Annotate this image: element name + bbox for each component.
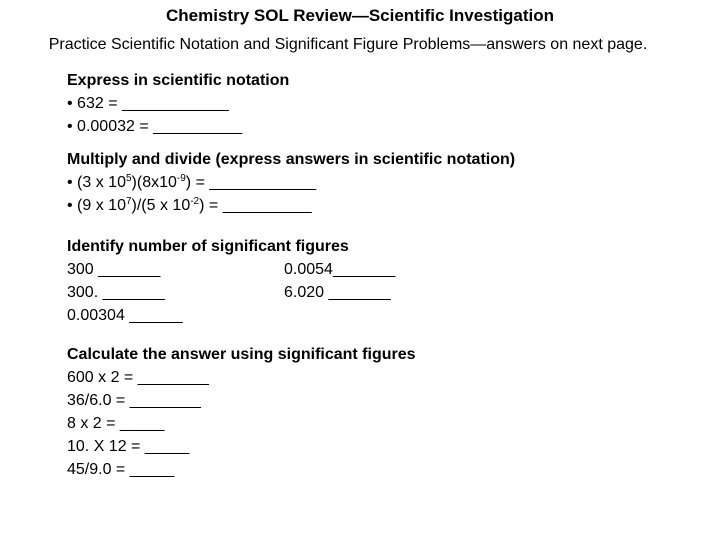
section-multiply-divide (67, 148, 515, 217)
problem-item: 300. _______ (67, 284, 165, 301)
page-subtitle: Practice Scientific Notation and Significant Figure Problems—answers on next page. (48, 36, 648, 53)
problem-item: 0.00304 ______ (67, 307, 183, 324)
problem-row (67, 258, 395, 281)
problem-item (67, 171, 515, 194)
problem-item: 0.0054_______ (284, 261, 396, 278)
section-scientific-notation (67, 69, 289, 138)
section-calculate (67, 343, 416, 481)
expr-text: )(8x10 (131, 174, 177, 191)
expr-text: )/(5 x 10 (131, 197, 191, 214)
problem-item (67, 194, 515, 217)
problem-item: 45/9.0 = _____ (67, 461, 175, 478)
section-heading: Identify number of significant figures (67, 238, 349, 255)
problem-item: • 0.00032 = __________ (67, 118, 243, 135)
problem-row (67, 304, 395, 327)
section-heading: Express in scientific notation (67, 72, 290, 89)
exponent: -2 (190, 196, 200, 207)
problem-item: 6.020 _______ (284, 284, 391, 301)
section-significant-figures (67, 235, 395, 327)
problem-item: 10. X 12 = _____ (67, 438, 190, 455)
problem-row (67, 281, 395, 304)
section-heading: Calculate the answer using significant figures (67, 346, 416, 363)
problem-item: 8 x 2 = _____ (67, 415, 165, 432)
problem-item: • 632 = ____________ (67, 95, 229, 112)
section-heading: Multiply and divide (express answers in scientific notation) (67, 151, 516, 168)
expr-text: • (3 x 10 (67, 174, 126, 191)
expr-text: ) = ____________ (185, 174, 317, 191)
exponent: 7 (125, 196, 132, 207)
exponent: -9 (176, 173, 186, 184)
exponent: 5 (125, 173, 132, 184)
expr-text: • (9 x 10 (67, 197, 126, 214)
expr-text: ) = __________ (199, 197, 312, 214)
problem-item: 300 _______ (67, 261, 161, 278)
problem-item: 600 x 2 = ________ (67, 369, 209, 386)
problem-item: 36/6.0 = ________ (67, 392, 201, 409)
page-title: Chemistry SOL Review—Scientific Investigation (166, 6, 554, 25)
